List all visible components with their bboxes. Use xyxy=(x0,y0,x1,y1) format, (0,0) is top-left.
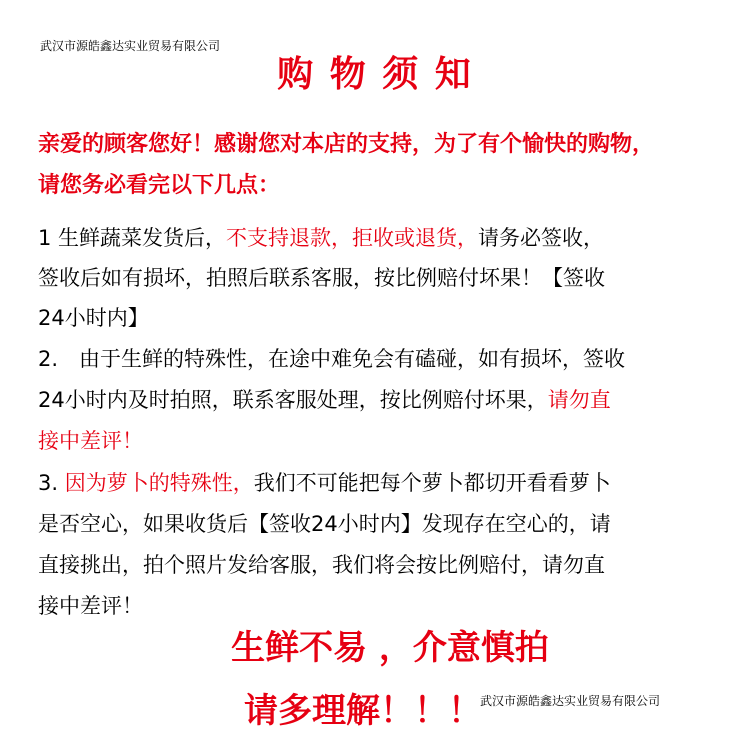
intro-line-2: 请您务必看完以下几点： xyxy=(38,173,281,198)
slogan-line-2: 请多理解！！！ xyxy=(244,691,482,731)
rule-3-text: 我们不可能把每个萝卜都切开看看萝卜 xyxy=(253,471,611,495)
rule-3-warning: 因为萝卜的特殊性， xyxy=(64,471,254,495)
rule-1-warning: 不支持退款，拒收或退货， xyxy=(226,226,479,250)
rule-3-line-3: 直接挑出，拍个照片发给客服，我们将会按比例赔付，请勿直 xyxy=(38,553,605,577)
company-name-top: 武汉市源皓鑫达实业贸易有限公司 xyxy=(40,39,221,53)
rule-1-line-2: 签收后如有损坏，拍照后联系客服，按比例赔付坏果！【签收 xyxy=(38,266,605,290)
page-title: 购 物 须 知 xyxy=(277,54,473,95)
rule-3-line-2: 是否空心，如果收货后【签收24小时内】发现存在空心的，请 xyxy=(38,512,611,536)
slogan-line-1: 生鲜不易 ，介意慎拍 xyxy=(231,628,549,668)
rule-1-line-3: 24小时内】 xyxy=(38,306,149,330)
rule-2-warning: 请勿直 xyxy=(547,388,611,412)
rule-1-text-cont: 请务必签收， xyxy=(478,226,605,250)
rule-2-line-2 xyxy=(38,384,611,414)
rule-3-line-1 xyxy=(38,467,611,497)
rule-2-text: 24小时内及时拍照，联系客服处理，按比例赔付坏果， xyxy=(38,388,548,412)
company-name-bottom: 武汉市源皓鑫达实业贸易有限公司 xyxy=(480,694,661,708)
rule-1-line-1 xyxy=(38,222,604,252)
intro-line-1: 亲爱的顾客您好！感谢您对本店的支持，为了有个愉快的购物， xyxy=(38,132,655,157)
rule-1-text: 1 生鲜蔬菜发货后， xyxy=(38,226,227,250)
rule-2-line-1: 2. 由于生鲜的特殊性，在途中难免会有磕碰，如有损坏，签收 xyxy=(38,347,626,371)
rule-3-line-4: 接中差评！ xyxy=(38,594,143,618)
rule-3-number: 3. xyxy=(38,471,65,495)
rule-2-line-3: 接中差评！ xyxy=(38,429,143,453)
